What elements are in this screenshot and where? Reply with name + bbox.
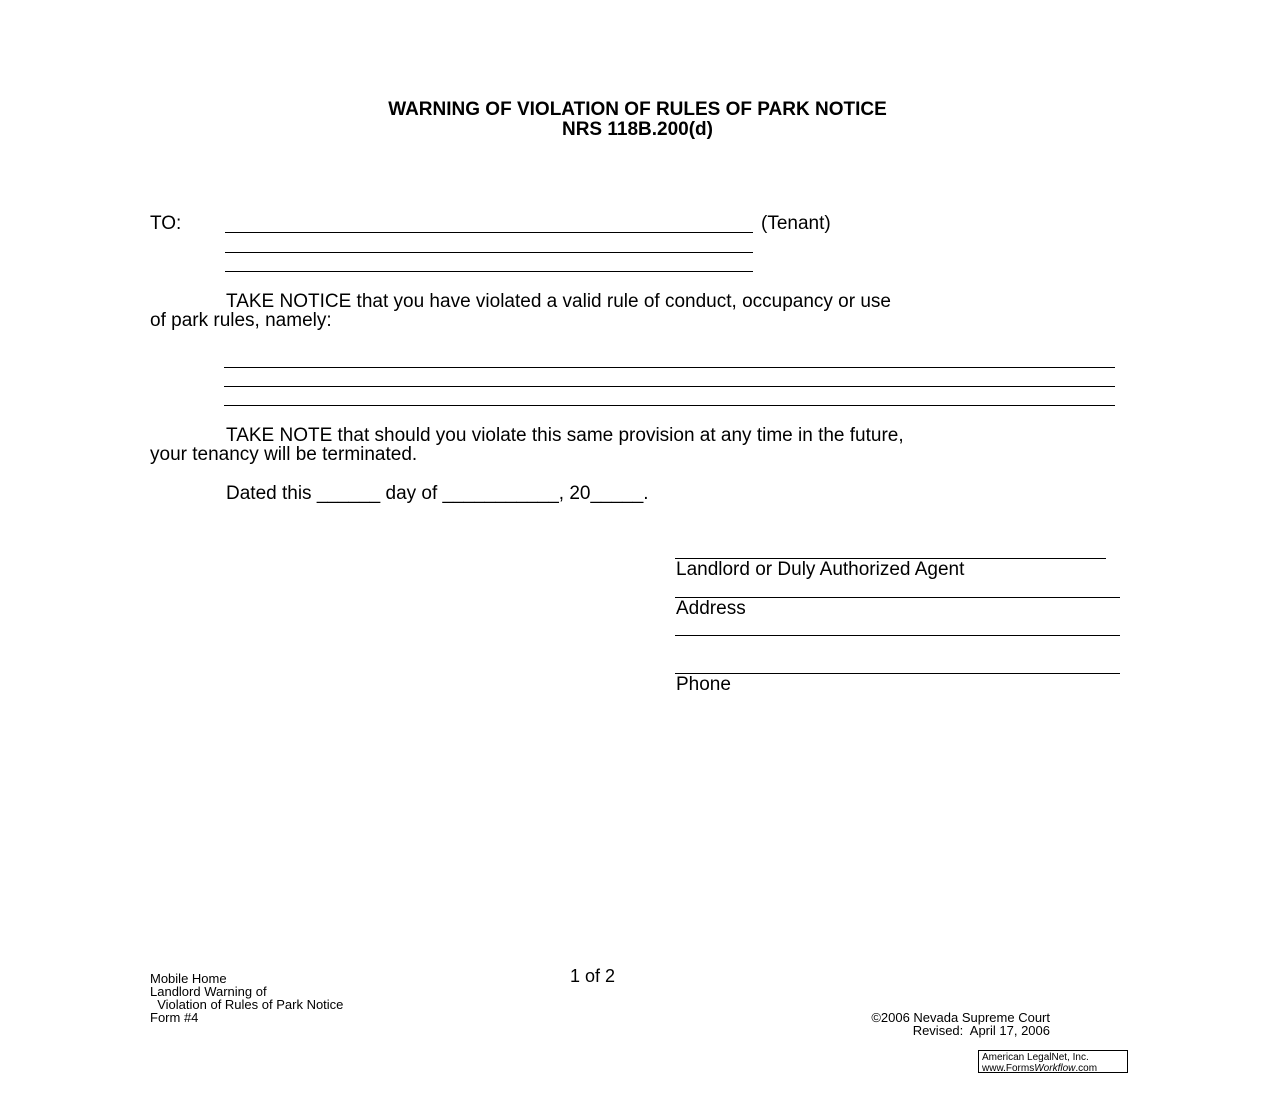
tenant-address-line-2 bbox=[225, 271, 753, 272]
revised-date: Revised: April 17, 2006 bbox=[912, 1023, 1050, 1038]
phone-line bbox=[675, 673, 1120, 674]
page-title: WARNING OF VIOLATION OF RULES OF PARK NOTICE bbox=[388, 99, 887, 120]
violation-line-2 bbox=[224, 386, 1115, 387]
publisher-url: www.FormsWorkflow.com bbox=[982, 1063, 1098, 1074]
form-info-line-1: Mobile Home bbox=[150, 971, 227, 986]
notice-paragraph-1-line-1: TAKE NOTICE that you have violated a valid rule of conduct, occupancy or use bbox=[226, 291, 891, 312]
tenant-address-line-1 bbox=[225, 252, 753, 253]
form-number: Form #4 bbox=[150, 1010, 199, 1025]
notice-paragraph-2-line-1: TAKE NOTE that should you violate this same provision at any time in the future, bbox=[226, 425, 904, 446]
page-number: 1 of 2 bbox=[570, 966, 616, 986]
violation-line-1 bbox=[224, 367, 1115, 368]
address-label: Address bbox=[676, 598, 746, 619]
dated-line: Dated this ______ day of ___________, 20_____. bbox=[226, 483, 649, 504]
form-info-line-3: Violation of Rules of Park Notice bbox=[150, 997, 344, 1012]
tenant-suffix: (Tenant) bbox=[761, 213, 831, 234]
address-line-bottom bbox=[675, 635, 1120, 636]
form-info-line-2: Landlord Warning of bbox=[150, 984, 267, 999]
agent-label: Landlord or Duly Authorized Agent bbox=[676, 559, 965, 580]
publisher-name: American LegalNet, Inc. bbox=[982, 1052, 1089, 1063]
tenant-name-line bbox=[225, 232, 753, 233]
phone-label: Phone bbox=[676, 674, 731, 695]
to-label: TO: bbox=[150, 213, 182, 234]
copyright: ©2006 Nevada Supreme Court bbox=[871, 1010, 1050, 1025]
notice-paragraph-2-line-2: your tenancy will be terminated. bbox=[150, 444, 418, 465]
notice-paragraph-1-line-2: of park rules, namely: bbox=[150, 310, 332, 331]
statute-reference: NRS 118B.200(d) bbox=[561, 119, 713, 140]
violation-line-3 bbox=[224, 405, 1115, 406]
publisher-stamp bbox=[978, 1050, 1128, 1073]
